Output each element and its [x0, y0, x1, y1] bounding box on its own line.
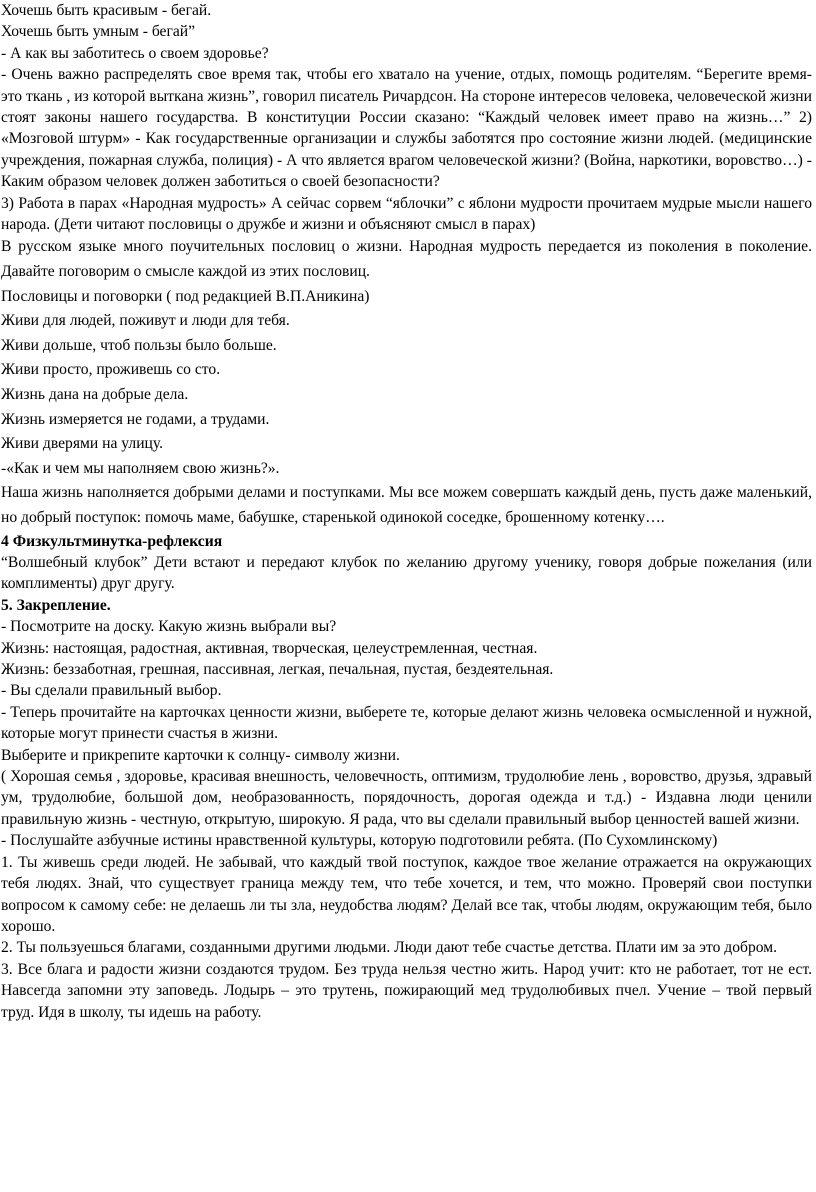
paragraph-time: - Очень важно распределять свое время так, чтобы его хватало на учение, отдых, помощь родителям. “Берегите время- это ткань , из которой выткана жизнь”, говорил писатель Ричардсон. На стороне интересов человека, человеческой жизни стоят законы нашего государства. В конституции России сказано: “Каждый человек имеет право на жизнь…” 2) «Мозговой штурм» - Как государственные организации и службы заботятся про состояние жизни людей. (медицинские учреждения, пожарная служба, полиция) - А что является врагом человеческой жизни? (Война, наркотики, воровство…) - Каким образом человек должен заботиться о своей безопасности?: [1, 66, 812, 191]
proverb-item: Живи дверями на улицу.: [1, 435, 164, 453]
paragraph-good-deeds: Наша жизнь наполняется добрыми делами и поступками. Мы все можем совершать каждый день, пусть даже маленький, но добрый поступок: помочь маме, бабушке, старенькой одинокой соседке, брошенному котенку….: [1, 484, 812, 526]
proverb-item: Живи просто, проживешь со сто.: [1, 361, 221, 379]
paragraph-values-list: ( Хорошая семья , здоровье, красивая внешность, человечность, оптимизм, трудолюбие лень , воровство, друзья, здравый ум, трудолюбие, большой дом, необразованность, порядочность, дорогая одежда и т.д.) - Издавна люди ценили правильную жизнь - честную, открытую, широкую. Я рада, что вы сделали правильный выбор ценностей вашей жизни.: [1, 768, 812, 828]
proverb-item: Жизнь дана на добрые дела.: [1, 386, 189, 404]
proverb-item: Живи дольше, чтоб пользы было больше.: [1, 336, 277, 354]
paragraph-russian-proverbs: В русском языке много поучительных пословиц о жизни. Народная мудрость передается из поколения в поколение. Давайте поговорим о смысле каждой из этих пословиц.: [1, 238, 812, 281]
paragraph-value-cards: - Теперь прочитайте на карточках ценности жизни, выберете те, которые делают жизнь человека осмысленной и нужной, которые могут принести счастья в жизни.: [1, 703, 812, 743]
proverb-item: Живи для людей, поживут и люди для тебя.: [1, 312, 290, 330]
heading-physical-minute: 4 Физкультминутка-рефлексия: [1, 532, 223, 550]
question-fill-life: -«Как и чем мы наполняем свою жизнь?».: [1, 459, 280, 477]
truth-item-2: 2. Ты пользуешься благами, созданными другими людьми. Люди дают тебе счастье детства. Плати им за это добром.: [1, 939, 778, 957]
paragraph-magic-ball: “Волшебный клубок” Дети встают и передают клубок по желанию другому ученику, говоря добрые пожелания (или комплименты) друг другу.: [1, 554, 812, 593]
line-run-smart: Хочешь быть умным - бегай”: [1, 23, 196, 41]
line-life-negative: Жизнь: беззаботная, грешная, пассивная, легкая, печальная, пустая, бездеятельная.: [1, 661, 554, 679]
line-look-at-board: - Посмотрите на доску. Какую жизнь выбрали вы?: [1, 618, 337, 636]
paragraph-pairs-work: 3) Работа в парах «Народная мудрость» А сейчас сорвем “яблочки” с яблони мудрости прочитаем мудрые мысли нашего народа. (Дети читают пословицы о дружбе и жизни и объясняют смысл в парах): [1, 194, 812, 234]
heading-consolidation: 5. Закрепление.: [1, 596, 111, 614]
line-run-beautiful: Хочешь быть красивым - бегай.: [1, 2, 212, 19]
truth-item-3: 3. Все блага и радости жизни создаются трудом. Без труда нельзя честно жить. Народ учит: кто не работает, тот не ест. Навсегда запомни эту заповедь. Лодырь – это трутень, пожирающий мед трудолюбивых пчел. Учение – твой первый труд. Идя в школу, ты идешь на работу.: [1, 960, 812, 1021]
truth-item-1: 1. Ты живешь среди людей. Не забывай, что каждый твой поступок, каждое твое желание отражается на окружающих тебя людях. Знай, что существует граница между тем, что тебе хочется, и тем, что можно. Проверяй свои поступки вопросом к самому себе: не делаешь ли ты зла, неудобства людям? Делай все так, чтобы людям, окружающим тебя, было хорошо.: [1, 853, 812, 935]
line-attach-cards: Выберите и прикрепите карточки к солнцу- символу жизни.: [1, 746, 400, 764]
proverb-item: Жизнь измеряется не годами, а трудами.: [1, 410, 270, 428]
proverbs-title: Пословицы и поговорки ( под редакцией В.П.Аникина): [1, 287, 370, 305]
line-life-positive: Жизнь: настоящая, радостная, активная, творческая, целеустремленная, честная.: [1, 639, 538, 657]
paragraph-moral-truths: - Послушайте азбучные истины нравственной культуры, которую подготовили ребята. (По Сухомлинскому): [1, 832, 718, 850]
line-health-question: - А как вы заботитесь о своем здоровье?: [1, 44, 269, 62]
line-right-choice: - Вы сделали правильный выбор.: [1, 682, 222, 700]
